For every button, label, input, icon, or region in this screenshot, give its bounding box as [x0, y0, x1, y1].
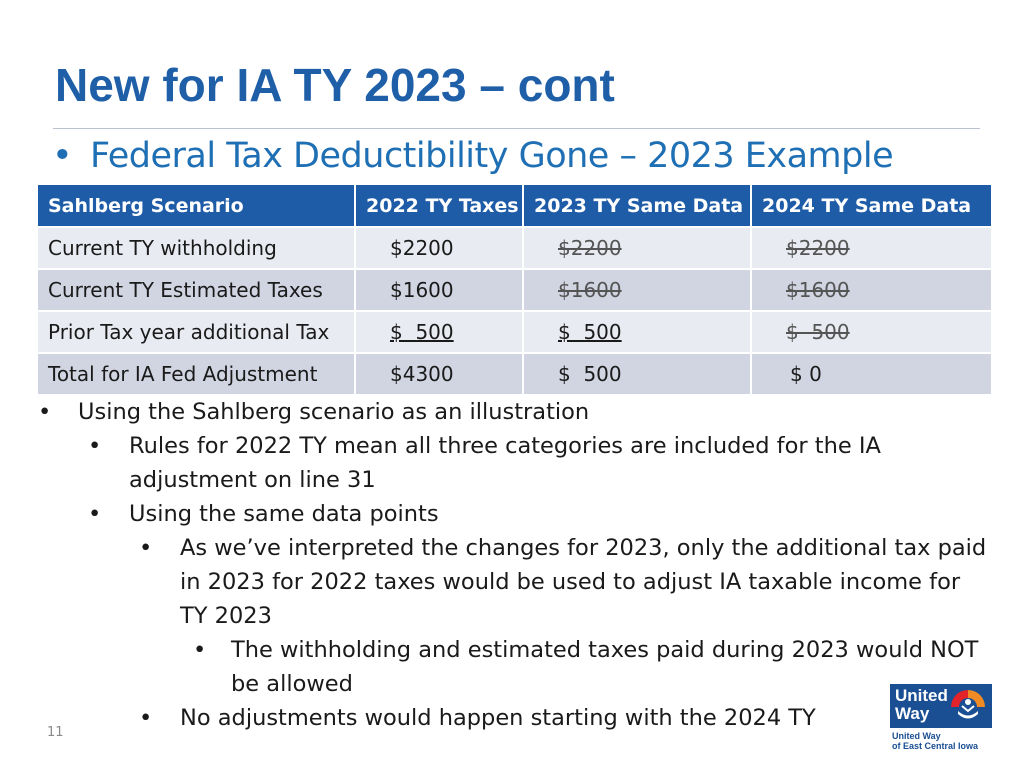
bullet-icon: • [38, 399, 52, 425]
table-header-2023: 2023 TY Same Data [523, 185, 751, 227]
logo-line1: United [895, 686, 948, 705]
cell-2022: $4300 [355, 353, 523, 394]
cell-2023-struck [523, 227, 751, 269]
cell-2023: $ 500 [523, 353, 751, 394]
cell-value: $1600 [786, 278, 850, 302]
list-item-text: The withholding and estimated taxes paid during 2023 would NOT be allowed [231, 637, 979, 697]
cell-value: $2200 [786, 236, 850, 260]
table-header-row [38, 185, 992, 227]
list-item-text: Using the same data points [129, 501, 439, 527]
logo-line2: Way [895, 704, 930, 723]
list-item-text: No adjustments would happen starting with the 2024 TY [180, 705, 816, 731]
logo-sub-line1: United Way [892, 731, 941, 741]
row-label: Current TY Estimated Taxes [38, 269, 355, 311]
bullet-list [30, 395, 990, 735]
table-row [38, 227, 992, 269]
bullet-icon: • [52, 136, 73, 176]
cell-2023-struck [523, 269, 751, 311]
cell-value: $ 500 [786, 320, 850, 344]
list-item [30, 531, 990, 633]
page-number: 11 [47, 725, 64, 740]
cell-2022: $1600 [355, 269, 523, 311]
logo-subtitle [892, 731, 998, 751]
cell-2024-struck [751, 269, 992, 311]
list-item [30, 633, 990, 701]
cell-2024-struck [751, 311, 992, 353]
united-way-emblem-icon [948, 687, 988, 725]
subtitle-text: Federal Tax Deductibility Gone – 2023 Example [90, 136, 894, 176]
row-label: Total for IA Fed Adjustment [38, 353, 355, 394]
bullet-icon: • [88, 501, 102, 527]
bullet-icon: • [193, 637, 207, 663]
table-header-2022: 2022 TY Taxes [355, 185, 523, 227]
list-item-text: Rules for 2022 TY mean all three categories are included for the IA adjustment on line 31 [129, 433, 881, 493]
cell-value: $ 500 [390, 320, 454, 344]
cell-2024: $ 0 [751, 353, 992, 394]
row-label: Current TY withholding [38, 227, 355, 269]
slide-subtitle [52, 136, 893, 176]
table-header-scenario: Sahlberg Scenario [38, 185, 355, 227]
united-way-logo [890, 684, 996, 754]
list-item [30, 497, 990, 531]
cell-2022 [355, 311, 523, 353]
logo-sub-line2: of East Central Iowa [892, 741, 979, 751]
bullet-icon: • [139, 705, 153, 731]
table-row [38, 311, 992, 353]
title-divider [53, 128, 980, 129]
cell-2023 [523, 311, 751, 353]
bullet-icon: • [88, 433, 102, 459]
scenario-table [38, 185, 993, 394]
list-item [30, 429, 990, 497]
cell-value: $2200 [558, 236, 622, 260]
table-row [38, 353, 992, 394]
cell-2022: $2200 [355, 227, 523, 269]
row-label: Prior Tax year additional Tax [38, 311, 355, 353]
list-item-text: Using the Sahlberg scenario as an illustration [78, 399, 590, 425]
slide-title: New for IA TY 2023 – cont [55, 59, 615, 111]
cell-value: $ 500 [558, 320, 622, 344]
table-header-2024: 2024 TY Same Data [751, 185, 992, 227]
bullet-icon: • [139, 535, 153, 561]
table-row [38, 269, 992, 311]
list-item-text: As we’ve interpreted the changes for 2023, only the additional tax paid in 2023 for 2022 taxes would be used to adjust IA taxable income for TY 2023 [180, 535, 987, 629]
list-item [30, 395, 990, 429]
cell-value: $1600 [558, 278, 622, 302]
list-item [30, 701, 990, 735]
cell-2024-struck [751, 227, 992, 269]
